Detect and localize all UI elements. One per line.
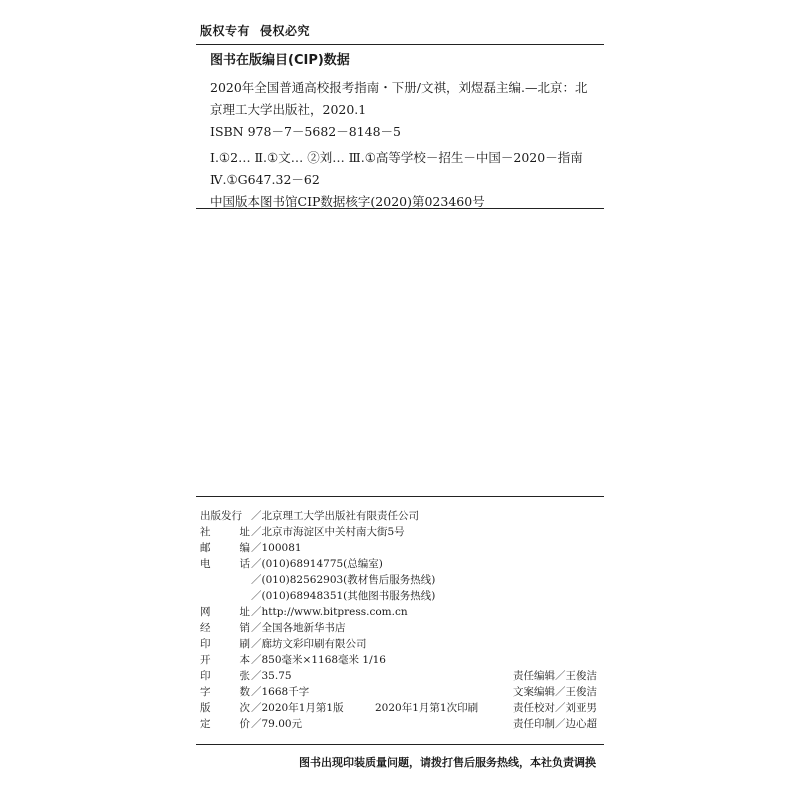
copyright-right: 侵权必究: [260, 24, 311, 38]
publication-value-text: (010)68948351(其他图书服务热线): [261, 590, 436, 602]
publication-label-char: 话: [239, 558, 250, 570]
top-divider: [196, 44, 604, 45]
publication-label-char: 销: [239, 622, 250, 634]
publication-row: [200, 620, 604, 636]
publication-row: [200, 556, 604, 572]
publication-row: [200, 668, 604, 684]
publication-info: [200, 508, 604, 732]
publication-value-text: 北京理工大学出版社有限责任公司: [261, 510, 419, 522]
responsible-editor: 文案编辑／王俊洁: [513, 686, 597, 698]
publication-label-char: 印: [200, 670, 211, 682]
publication-row: [200, 588, 604, 604]
publication-value: ／2020年1月第1版: [251, 702, 344, 714]
publication-row: [200, 700, 604, 716]
cip-data-block: [200, 50, 604, 213]
publication-label: [200, 636, 250, 652]
publication-value: ／35.75: [251, 670, 292, 682]
publication-label-char: 社: [200, 526, 211, 538]
publication-label: [200, 700, 250, 716]
publication-label: [200, 716, 250, 732]
cip-classification-number: Ⅳ.①G647.32－62: [210, 172, 320, 187]
publication-top-divider: [196, 496, 604, 497]
quality-notice: 图书出现印装质量问题，请拨打售后服务热线，本社负责调换: [299, 756, 596, 769]
publication-value: ／(010)68948351(其他图书服务热线): [251, 590, 436, 602]
cip-title-line-cont: 京理工大学出版社，2020.1: [210, 102, 367, 117]
publication-label-char: 次: [239, 702, 250, 714]
copyright-left: 版权专有: [200, 24, 251, 38]
publication-value-text: 全国各地新华书店: [261, 622, 346, 634]
publication-label: [200, 620, 250, 636]
publication-label-char: 址: [239, 606, 250, 618]
publication-label-char: 网: [200, 606, 211, 618]
publication-value-text: 廊坊文彩印刷有限公司: [261, 638, 367, 650]
cip-heading: 图书在版编目(CIP)数据: [210, 53, 350, 68]
publication-value-text: 1668千字: [261, 686, 310, 698]
responsible-editor: 责任编辑／王俊洁: [513, 670, 597, 682]
publication-value-text: 79.00元: [261, 718, 303, 730]
publication-value: ／北京理工大学出版社有限责任公司: [251, 510, 419, 522]
publication-row: [200, 524, 604, 540]
publication-value: ／全国各地新华书店: [251, 622, 346, 634]
publication-value: ／1668千字: [251, 686, 310, 698]
publication-label-char: 印: [200, 638, 211, 650]
publication-value: ／79.00元: [251, 718, 303, 730]
responsible-editor: 责任校对／刘亚男: [513, 702, 597, 714]
publication-label-char: 张: [239, 670, 250, 682]
publication-label: [200, 524, 250, 540]
publication-bottom-divider: [196, 744, 604, 745]
publication-label-char: 定: [200, 718, 211, 730]
publication-label: [200, 668, 250, 684]
publication-label: [200, 652, 250, 668]
cip-isbn: ISBN 978－7－5682－8148－5: [210, 124, 401, 139]
publication-label-char: 址: [239, 526, 250, 538]
publication-label-char: 刷: [239, 638, 250, 650]
publication-value: ／(010)68914775(总编室): [251, 558, 383, 570]
publication-label: [200, 556, 250, 572]
publication-value-text: 35.75: [261, 670, 292, 682]
cip-record-number: 中国版本图书馆CIP数据核字(2020)第023460号: [210, 194, 485, 209]
publication-print-date: 2020年1月第1次印刷: [375, 702, 479, 714]
copyright-notice: [200, 22, 310, 39]
cip-classification: Ⅰ.①2… Ⅱ.①文… ②刘… Ⅲ.①高等学校－招生－中国－2020－指南: [210, 150, 583, 165]
publication-label-char: 编: [239, 542, 250, 554]
publication-label-char: 本: [239, 654, 250, 666]
publication-label: [200, 508, 250, 524]
publication-row: [200, 572, 604, 588]
publication-row: [200, 604, 604, 620]
publication-value-text: 北京市海淀区中关村南大街5号: [261, 526, 405, 538]
publication-label: [200, 684, 250, 700]
publication-value: ／北京市海淀区中关村南大街5号: [251, 526, 405, 538]
publication-label-char: 字: [200, 686, 211, 698]
publication-label-char: 邮: [200, 542, 211, 554]
publication-label-char: 数: [239, 686, 250, 698]
publication-label-char: 经: [200, 622, 211, 634]
publication-label: [200, 604, 250, 620]
publication-label-char: 版: [200, 702, 211, 714]
publication-row: [200, 652, 604, 668]
publication-value-text: 850毫米×1168毫米 1/16: [261, 654, 386, 666]
publication-value: ／100081: [251, 542, 302, 554]
responsible-editor: 责任印制／边心超: [513, 718, 597, 730]
publication-value-text: 100081: [261, 542, 302, 554]
publication-label-char: 开: [200, 654, 211, 666]
publication-row: [200, 636, 604, 652]
publication-value-text: 2020年1月第1版: [261, 702, 344, 714]
publication-value: ／廊坊文彩印刷有限公司: [251, 638, 367, 650]
publication-value: ／http://www.bitpress.com.cn: [251, 606, 408, 618]
publication-row: [200, 540, 604, 556]
publication-row: [200, 716, 604, 732]
publication-value: ／(010)82562903(教材售后服务热线): [251, 574, 436, 586]
publication-row: [200, 684, 604, 700]
publication-label: [200, 540, 250, 556]
publication-value-text[interactable]: http://www.bitpress.com.cn: [261, 606, 408, 618]
publication-value-text: (010)82562903(教材售后服务热线): [261, 574, 436, 586]
publication-label-char: 出版发行: [200, 510, 242, 522]
publication-value-text: (010)68914775(总编室): [261, 558, 383, 570]
cip-title-line: 2020年全国普通高校报考指南・下册/文祺，刘煜磊主编.—北京：北: [210, 80, 588, 95]
publication-label-char: 价: [239, 718, 250, 730]
publication-row: [200, 508, 604, 524]
publication-value: ／850毫米×1168毫米 1/16: [251, 654, 386, 666]
cip-bottom-divider: [196, 208, 604, 209]
publication-label-char: 电: [200, 558, 211, 570]
